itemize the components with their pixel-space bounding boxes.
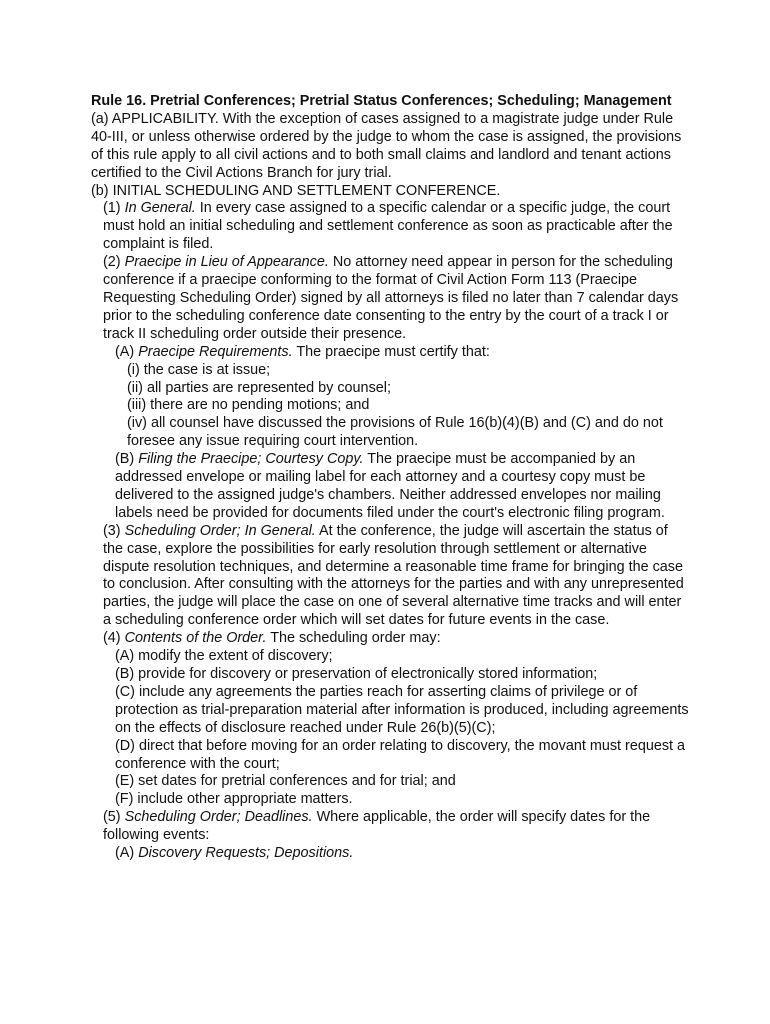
paragraph-text: In every case assigned to a specific calendar or a specific judge, the court must hold an initial scheduling and settlement conference as soon as practicable after the complaint is filed. — [103, 200, 673, 253]
paragraph-heading: Discovery Requests; Depositions. — [138, 845, 354, 862]
paragraph-heading: Praecipe in Lieu of Appearance. — [124, 254, 329, 271]
list-item: (i) the case is at issue; — [127, 361, 271, 378]
list-item: (E) set dates for pretrial conferences and for trial; and — [115, 773, 456, 790]
paragraph-heading: Scheduling Order; Deadlines. — [124, 809, 313, 826]
paragraph-b1 — [91, 200, 691, 254]
paragraph-b2b — [91, 451, 691, 523]
paragraph-b5 — [91, 809, 691, 845]
paragraph-b2a — [91, 344, 691, 362]
paragraph-text: No attorney need appear in person for the scheduling conference if a praecipe conforming to the format of Civil Action Form 113 (Praecipe Requesting Scheduling Order) signed by all attorneys is filed no later than 7 calendar days prior to the scheduling conference date consenting to the entry by the court of a track I or track II scheduling order outside their presence. — [103, 254, 679, 342]
paragraph-text: At the conference, the judge will ascertain the status of the case, explore the possibilities for early resolution through settlement or alternative dispute resolution techniques, and determine a reasonable time frame for bringing the case to conclusion. After consulting with the attorneys for the parties and with any unrepresented parties, the judge will place the case on one of several alternative time tracks and will enter a scheduling conference order which will set dates for future events in the case. — [103, 522, 684, 629]
paragraph-number: (4) — [103, 630, 125, 647]
paragraph-b2 — [91, 254, 691, 344]
paragraph-heading: Filing the Praecipe; Courtesy Copy. — [138, 451, 364, 468]
paragraph-text: The scheduling order may: — [266, 630, 441, 647]
list-item: (iv) all counsel have discussed the provisions of Rule 16(b)(4)(B) and (C) and do not foresee any issue requiring court intervention. — [127, 415, 663, 450]
list-item: (C) include any agreements the parties reach for asserting claims of privilege or of protection as trial-preparation material after information is produced, including agreements on the effects of disclosure reached under Rule 26(b)(5)(C); — [115, 683, 689, 736]
paragraph-number: (1) — [103, 200, 125, 217]
paragraph-heading: Contents of the Order. — [124, 630, 267, 647]
paragraph-b3 — [91, 523, 691, 630]
rule-title: Rule 16. Pretrial Conferences; Pretrial Status Conferences; Scheduling; Management — [91, 93, 672, 109]
list-item: (B) provide for discovery or preservation of electronically stored information; — [115, 666, 598, 682]
list-item: (D) direct that before moving for an order relating to discovery, the movant must request a conference with the court; — [115, 737, 686, 772]
paragraph-number: (5) — [103, 809, 125, 826]
paragraph-number: (2) — [103, 254, 125, 271]
paragraph-heading: Scheduling Order; In General. — [124, 522, 316, 539]
paragraph-b5a — [91, 845, 691, 863]
list-item: (iii) there are no pending motions; and — [127, 397, 370, 414]
paragraph-text: Where applicable, the order will specify dates for the following events: — [103, 809, 651, 844]
paragraph-text: The praecipe must be accompanied by an addressed envelope or mailing label for each attorney and a courtesy copy must be delivered to the assigned judge's chambers. Neither addressed envelopes nor mailing labels need be provided for documents filed under the court's electronic filing program. — [115, 451, 665, 521]
list-item: (A) modify the extent of discovery; — [115, 648, 333, 665]
list-item: (F) include other appropriate matters. — [115, 791, 353, 808]
paragraph-text: The praecipe must certify that: — [292, 343, 490, 360]
paragraph-number: (B) — [115, 451, 139, 468]
paragraph-heading: In General. — [124, 200, 196, 217]
paragraph-b4 — [91, 630, 691, 648]
section-b-heading: (b) INITIAL SCHEDULING AND SETTLEMENT CONFERENCE. — [91, 182, 501, 199]
paragraph-number: (3) — [103, 522, 125, 539]
section-a-applicability: (a) APPLICABILITY. With the exception of cases assigned to a magistrate judge under Rule 40-III, or unless otherwise ordered by the judge to whom the case is assigned, the provisions of this rule apply to all civil actions and to both small claims and landlord and tenant actions certified to the Civil Actions Branch for jury trial. — [91, 110, 682, 181]
document-page — [91, 93, 691, 863]
list-item: (ii) all parties are represented by counsel; — [127, 379, 391, 396]
paragraph-number: (A) — [115, 845, 139, 862]
paragraph-number: (A) — [115, 343, 139, 360]
paragraph-heading: Praecipe Requirements. — [138, 343, 293, 360]
